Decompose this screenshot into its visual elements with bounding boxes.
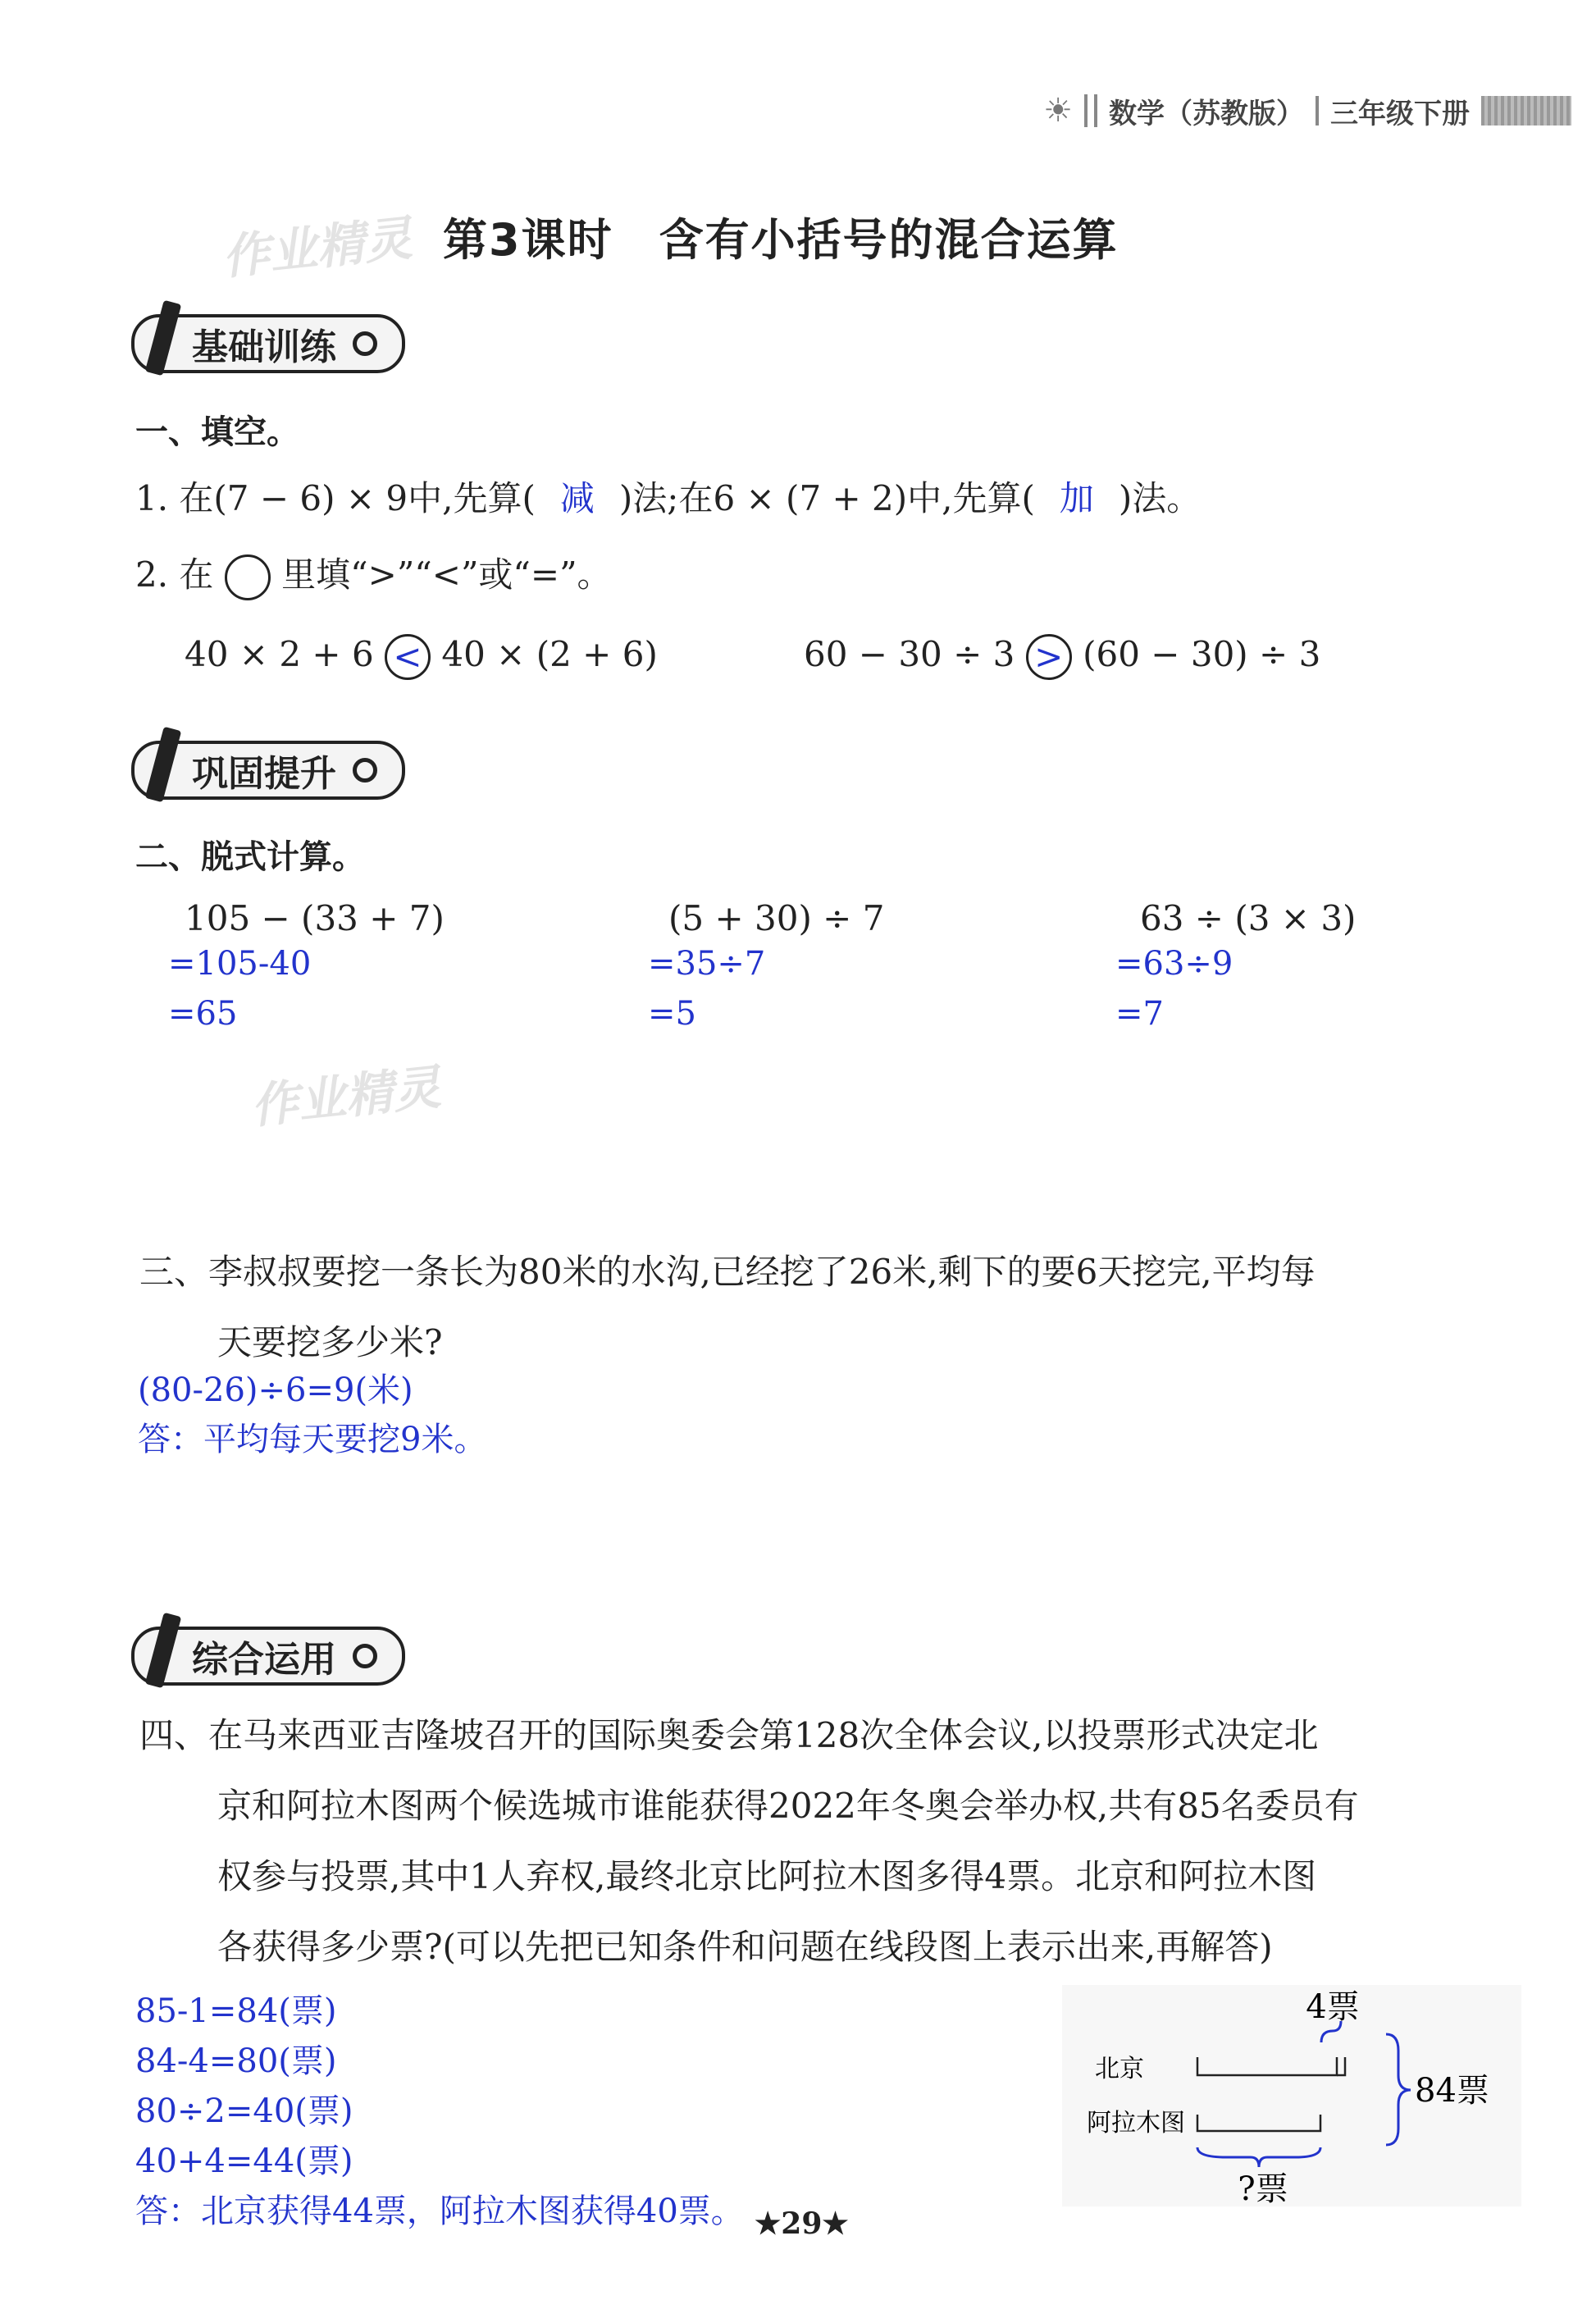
part3-answer-2: 答：平均每天要挖9米。 xyxy=(138,1421,487,1458)
part2-heading: 二、脱式计算。 xyxy=(135,838,365,876)
section-label: 巩固提升 xyxy=(192,753,336,795)
section-label: 基础训练 xyxy=(192,326,336,368)
label-beijing: 北京 xyxy=(1095,2055,1144,2083)
calc-expr: (5 + 30) ÷ 7 xyxy=(668,898,885,938)
answer-circle: < xyxy=(385,634,431,680)
expr-left: 60 − 30 ÷ 3 xyxy=(804,634,1015,674)
part3-line-1: 三、李叔叔要挖一条长为80米的水沟,已经挖了26米,剩下的要6天挖完,平均每 xyxy=(139,1252,1316,1292)
calc-step: =5 xyxy=(648,995,696,1033)
ring-icon xyxy=(353,331,377,356)
q2-text-a: 2. 在 xyxy=(135,554,214,595)
question-1 xyxy=(135,472,1201,521)
calc-step: =105-40 xyxy=(168,945,312,983)
label-unknown: ?票 xyxy=(1238,2170,1288,2206)
comparison-2 xyxy=(804,634,1320,680)
part4-line-3: 权参与投票,其中1人弃权,最终北京比阿拉木图多得4票。北京和阿拉木图 xyxy=(217,1856,1317,1896)
q2-text-b: 里填“>”“<”或“=”。 xyxy=(281,554,612,595)
part4-line-1: 四、在马来西亚吉隆坡召开的国际奥委会第128次全体会议,以投票形式决定北 xyxy=(139,1715,1319,1755)
part3-answer-1: (80-26)÷6=9(米) xyxy=(138,1371,413,1409)
divider xyxy=(1316,96,1319,125)
comparison-1 xyxy=(185,634,658,680)
page-header xyxy=(1043,82,1571,139)
watermark: 作业精灵 xyxy=(248,1059,444,1134)
section-badge-basic xyxy=(131,316,405,372)
header-bar xyxy=(1481,96,1571,125)
ring-icon xyxy=(353,1644,377,1668)
part4-answer: 40+4=44(票) xyxy=(135,2142,353,2180)
calc-1 xyxy=(185,898,445,938)
part4-answer: 答：北京获得44票，阿拉木图获得40票。 xyxy=(135,2193,744,2230)
q1-answer-1: 减 xyxy=(559,478,595,518)
expr-right: 40 × (2 + 6) xyxy=(441,634,658,674)
section-label: 综合运用 xyxy=(192,1639,336,1681)
part4-answer: 85-1=84(票) xyxy=(135,1992,337,2030)
header-grade: 三年级下册 xyxy=(1330,97,1470,130)
page-number: ★29★ xyxy=(755,2206,849,2241)
sun-icon: ☀ xyxy=(1043,92,1073,130)
q1-text-a: 1. 在(7 − 6) × 9中,先算( xyxy=(135,478,536,518)
calc-step: =7 xyxy=(1115,995,1164,1033)
part1-heading: 一、填空。 xyxy=(135,413,299,451)
label-total: 84票 xyxy=(1415,2072,1489,2110)
part3-line-2: 天要挖多少米? xyxy=(217,1322,443,1362)
page-title: 第3课时 含有小括号的混合运算 xyxy=(443,214,1119,266)
answer-circle: > xyxy=(1026,634,1072,680)
label-almaty: 阿拉木图 xyxy=(1087,2109,1185,2138)
header-subject: 数学（苏教版） xyxy=(1109,97,1304,130)
calc-step: =35÷7 xyxy=(648,945,766,983)
divider xyxy=(1084,94,1097,127)
question-2 xyxy=(135,548,612,600)
calc-step: =63÷9 xyxy=(1115,945,1233,983)
calc-expr: 63 ÷ (3 × 3) xyxy=(1140,898,1357,938)
expr-right: (60 − 30) ÷ 3 xyxy=(1083,634,1321,674)
segment-diagram xyxy=(1062,1985,1521,2206)
expr-left: 40 × 2 + 6 xyxy=(185,634,374,674)
q1-text-b: )法;在6 × (7 + 2)中,先算( xyxy=(618,478,1035,518)
part4-line-2: 京和阿拉木图两个候选城市谁能获得2022年冬奥会举办权,共有85名委员有 xyxy=(217,1786,1359,1826)
q1-text-c: )法。 xyxy=(1118,478,1202,518)
section-badge-apply xyxy=(131,1628,405,1684)
part4-answer: 80÷2=40(票) xyxy=(135,2092,353,2130)
label-diff: 4票 xyxy=(1306,1988,1360,2026)
section-badge-consolidate xyxy=(131,742,405,798)
watermark: 作业精灵 xyxy=(219,210,415,285)
q1-answer-2: 加 xyxy=(1059,478,1094,518)
part4-line-4: 各获得多少票?(可以先把已知条件和问题在线段图上表示出来,再解答) xyxy=(217,1927,1273,1967)
blank-circle xyxy=(225,554,271,600)
part4-answer: 84-4=80(票) xyxy=(135,2042,337,2080)
calc-step: =65 xyxy=(168,995,238,1033)
ring-icon xyxy=(353,758,377,783)
calc-expr: 105 − (33 + 7) xyxy=(185,898,445,938)
